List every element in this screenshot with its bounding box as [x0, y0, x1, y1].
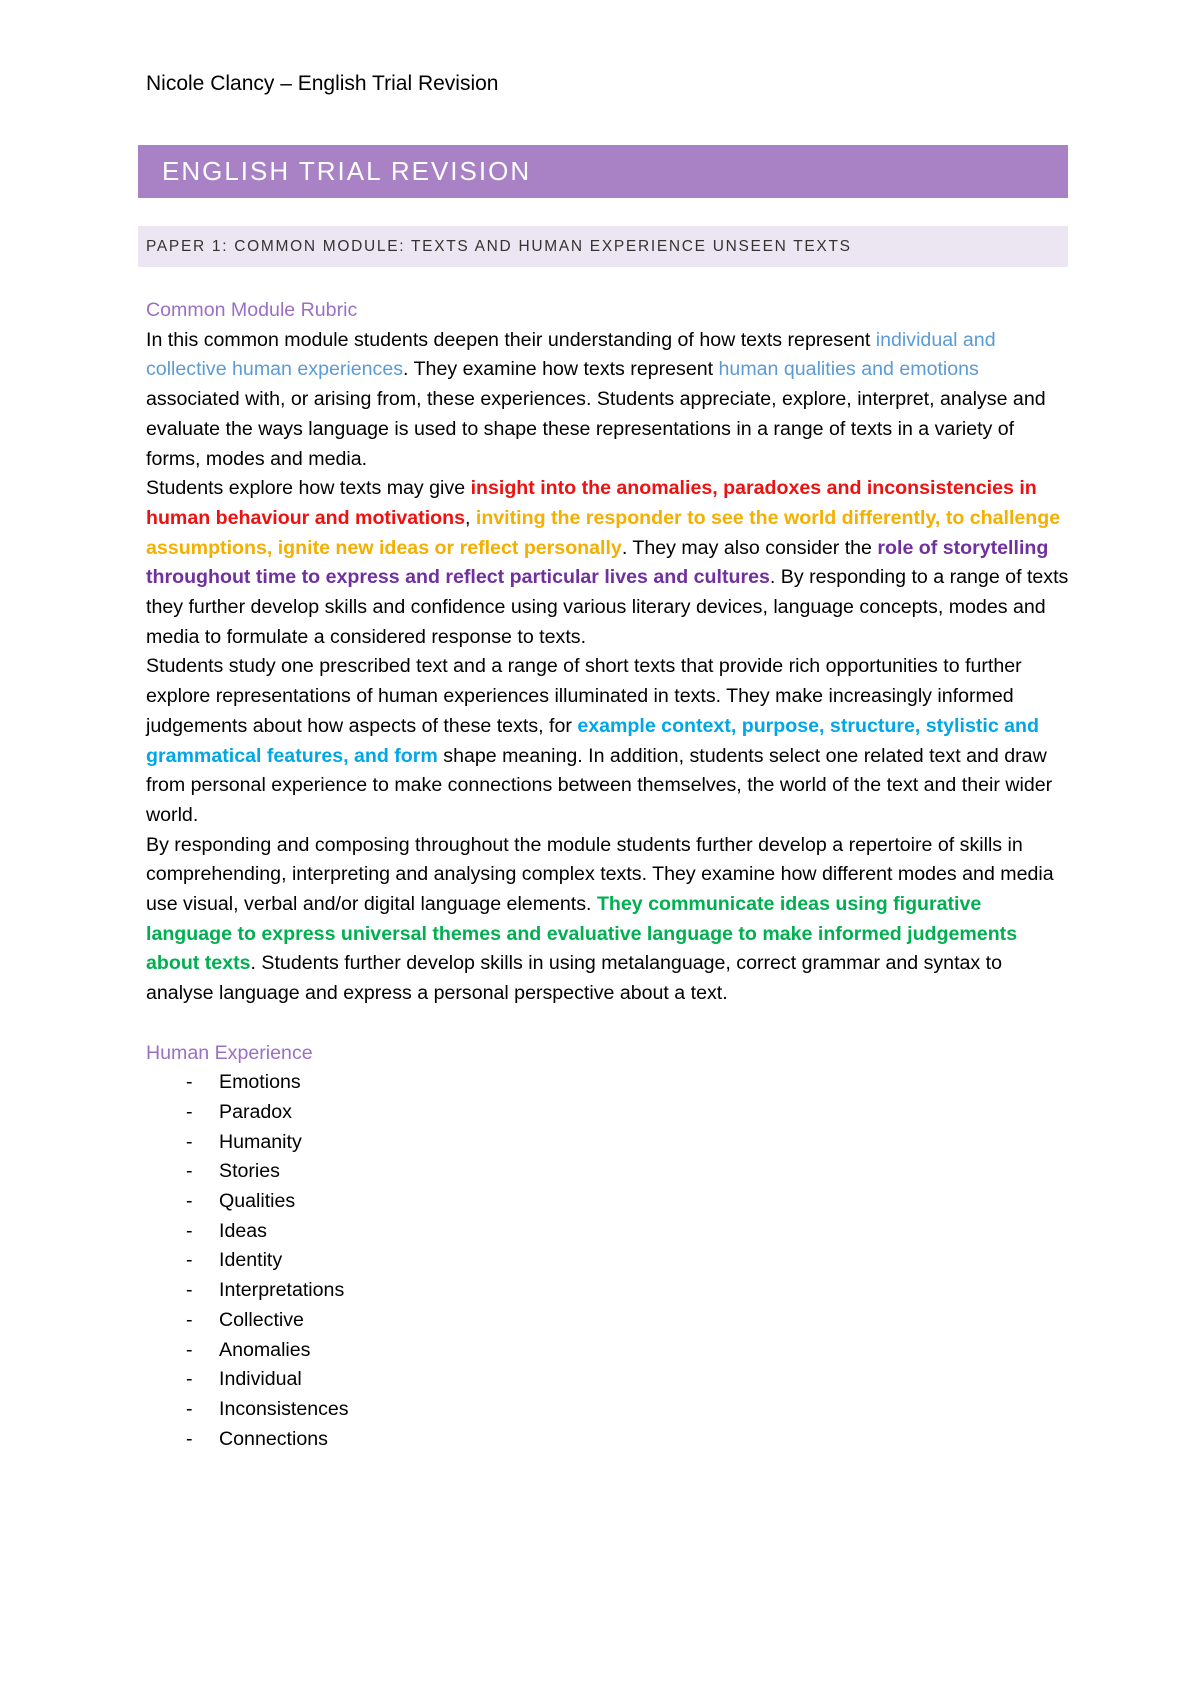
list-item-label: Connections — [219, 1427, 328, 1450]
list-item-label: Stories — [219, 1160, 280, 1183]
rubric-text: In this common module students deepen their understanding of how texts represent — [146, 328, 876, 351]
main-content — [146, 296, 1070, 1454]
rubric-paragraph-1 — [146, 326, 1070, 475]
list-item-label: Ideas — [219, 1219, 267, 1242]
highlight-human-qualities: human qualities and emotions — [718, 358, 979, 381]
rubric-paragraph-4 — [146, 831, 1070, 1009]
list-item-label: Paradox — [219, 1100, 292, 1123]
rubric-text: . Students further develop skills in using metalanguage, correct grammar and syntax to analyse language and express a personal perspective about a text. — [146, 952, 1002, 1005]
list-item-label: Identity — [219, 1249, 283, 1272]
list-item — [146, 1187, 1070, 1217]
list-item — [146, 1128, 1070, 1158]
highlight-figurative-language: They communicate ideas using figurative language to express universal themes and evaluative language to make informed judgements about texts — [146, 893, 1018, 975]
highlight-individual-collective: individual and collective human experiences — [146, 328, 996, 381]
highlight-context-purpose: example context, purpose, structure, stylistic and grammatical features, and form — [146, 714, 1039, 767]
human-experience-heading: Human Experience — [146, 1041, 313, 1064]
highlight-storytelling: role of storytelling throughout time to express and reflect particular lives and cultures — [146, 536, 1049, 589]
list-item — [146, 1336, 1070, 1366]
list-item-label: Collective — [219, 1308, 304, 1331]
dash-bullet: - — [186, 1398, 193, 1420]
rubric-text: . They may also consider the — [621, 536, 878, 559]
list-item — [146, 1395, 1070, 1425]
list-item — [146, 1365, 1070, 1395]
list-item-label: Inconsistences — [219, 1398, 349, 1420]
rubric-text: , — [464, 506, 476, 529]
page-title: ENGLISH TRIAL REVISION — [162, 156, 532, 186]
section-spacer — [146, 1009, 1070, 1039]
dash-bullet: - — [186, 1130, 193, 1153]
rubric-paragraph-3 — [146, 652, 1070, 830]
dash-bullet: - — [186, 1071, 193, 1094]
list-item — [146, 1425, 1070, 1455]
list-item — [146, 1306, 1070, 1336]
rubric-text: By responding and composing throughout the module students further develop a repertoire of skills in comprehending, interpreting and analysing complex texts. They examine how different modes and media use visual, verbal and/or digital language elements. — [146, 833, 1054, 916]
rubric-text: shape meaning. In addition, students select one related text and draw from personal experience to make connections between themselves, the world of the text and their wider world. — [146, 744, 1053, 826]
rubric-text: . They examine how texts represent — [403, 358, 719, 381]
list-item — [146, 1217, 1070, 1247]
dash-bullet: - — [186, 1308, 193, 1331]
dash-bullet: - — [186, 1190, 193, 1213]
dash-bullet: - — [186, 1160, 193, 1183]
list-item — [146, 1157, 1070, 1187]
list-item-label: Emotions — [219, 1071, 301, 1094]
highlight-anomalies: insight into the anomalies, paradoxes and inconsistencies in human behaviour and motivations — [146, 477, 1037, 529]
list-item — [146, 1068, 1070, 1098]
human-experience-list — [146, 1068, 1070, 1454]
list-item — [146, 1098, 1070, 1128]
paper-heading: PAPER 1: COMMON MODULE: TEXTS AND HUMAN EXPERIENCE UNSEEN TEXTS — [146, 237, 852, 255]
highlight-responder: inviting the responder to see the world differently, to challenge assumptions, ignite new ideas or reflect personally — [146, 506, 1061, 559]
dash-bullet: - — [186, 1249, 193, 1272]
rubric-text: Students study one prescribed text and a range of short texts that provide rich opportunities to further explore representations of human experiences illuminated in texts. They make increasingly informed judgements about how aspects of these texts, for — [146, 655, 1022, 737]
list-item-label: Interpretations — [219, 1279, 345, 1302]
dash-bullet: - — [186, 1427, 193, 1450]
list-item — [146, 1276, 1070, 1306]
dash-bullet: - — [186, 1100, 193, 1123]
rubric-text: associated with, or arising from, these experiences. Students appreciate, explore, interpret, analyse and evaluate the ways language is used to shape these representations in a range of texts in a variety of forms, modes and media. — [146, 388, 1046, 470]
title-banner — [138, 145, 1068, 198]
list-item — [146, 1246, 1070, 1276]
rubric-text: . By responding to a range of texts they further develop skills and confidence using various literary devices, language concepts, modes and media to formulate a considered response to texts. — [146, 566, 1069, 648]
list-item-label: Qualities — [219, 1190, 296, 1213]
list-item-label: Anomalies — [219, 1338, 311, 1361]
rubric-text: Students explore how texts may give — [146, 477, 471, 500]
paper-banner — [138, 226, 1068, 267]
dash-bullet: - — [186, 1368, 193, 1391]
document-header: Nicole Clancy – English Trial Revision — [146, 72, 499, 95]
dash-bullet: - — [186, 1219, 193, 1242]
list-item-label: Humanity — [219, 1130, 302, 1153]
rubric-paragraph-2 — [146, 474, 1070, 652]
dash-bullet: - — [186, 1279, 193, 1302]
rubric-heading: Common Module Rubric — [146, 299, 358, 321]
dash-bullet: - — [186, 1338, 193, 1361]
list-item-label: Individual — [219, 1368, 302, 1391]
